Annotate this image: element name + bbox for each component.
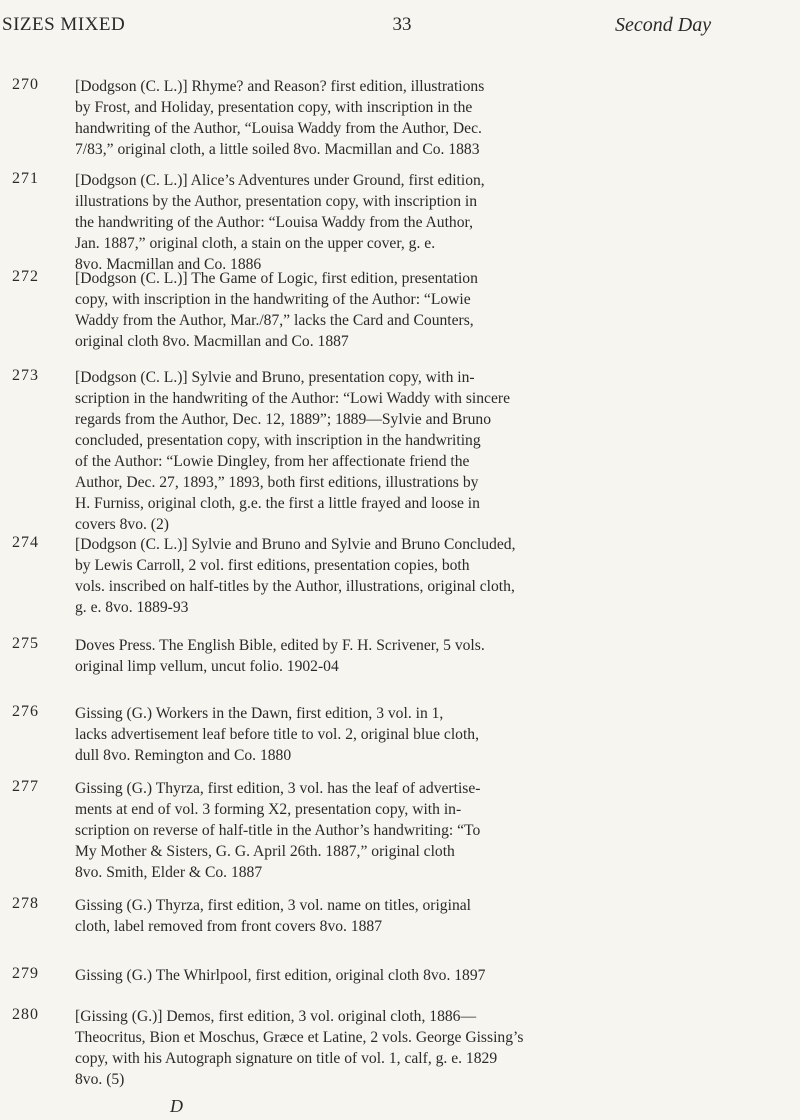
lot-description: Gissing (G.) Workers in the Dawn, first edition, 3 vol. in 1, lacks advertisement leaf before title to vol. 2, original blue cloth, dull 8vo. Remington and Co. 1880 [75, 705, 480, 764]
lot-number: 277 [12, 778, 39, 795]
lot-description: [Dodgson (C. L.)] The Game of Logic, first edition, presentation copy, with inscription in the handwriting of the Author: “Lowie Waddy from the Author, Mar./87,” lacks the Card and Counters, original cloth 8vo. Macmillan and Co. 1887 [75, 270, 478, 350]
header-day-label: Second Day [615, 14, 712, 36]
lot-number: 270 [12, 76, 39, 93]
lot-number: 280 [12, 1006, 39, 1023]
lot-number: 271 [12, 170, 39, 187]
lot-number: 275 [12, 635, 39, 652]
lot-number: 279 [12, 965, 39, 982]
lot-description: Doves Press. The English Bible, edited by F. H. Scrivener, 5 vols. original limp vellum, uncut folio. 1902-04 [75, 637, 485, 675]
lot-number: 273 [12, 367, 39, 384]
lot-description: Gissing (G.) Thyrza, first edition, 3 vol. name on titles, original cloth, label removed from front covers 8vo. 1887 [75, 897, 471, 935]
lot-description: Gissing (G.) The Whirlpool, first edition, original cloth 8vo. 1897 [75, 967, 486, 984]
page-number: 33 [392, 14, 412, 35]
lot-number: 276 [12, 703, 39, 720]
lot-description: [Dodgson (C. L.)] Sylvie and Bruno, presentation copy, with in- scription in the handwriting of the Author: “Lowi Waddy with sincere regards from the Author, Dec. 12, 1889”; 1889—Sylvie and Bruno concluded, presentation copy, with inscription in the handwriting of the Author: “Lowie Dingley, from her affectionate friend the Author, Dec. 27, 1893,” 1893, both first editions, illustrations by H. Furniss, original cloth, g.e. the first a little frayed and loose in covers 8vo. (2) [75, 369, 510, 533]
page-header [0, 14, 800, 38]
lot-description: [Dodgson (C. L.)] Alice’s Adventures under Ground, first edition, illustrations by the Author, presentation copy, with inscription in the handwriting of the Author: “Louisa Waddy from the Author, Jan. 1887,” original cloth, a stain on the upper cover, g. e. 8vo. Macmillan and Co. 1886 [75, 172, 485, 273]
lot-description: Gissing (G.) Thyrza, first edition, 3 vol. has the leaf of advertise- ments at end of vol. 3 forming X2, presentation copy, with in- scription on reverse of half-title in the Author’s handwriting: “To My Mother & Sisters, G. G. April 26th. 1887,” original cloth 8vo. Smith, Elder & Co. 1887 [75, 780, 481, 881]
lot-description: [Dodgson (C. L.)] Rhyme? and Reason? first edition, illustrations by Frost, and Holiday, presentation copy, with inscription in the handwriting of the Author, “Louisa Waddy from the Author, Dec. 7/83,” original cloth, a little soiled 8vo. Macmillan and Co. 1883 [75, 78, 485, 158]
lot-description: [Dodgson (C. L.)] Sylvie and Bruno and Sylvie and Bruno Concluded, by Lewis Carroll, 2 vol. first editions, presentation copies, both vols. inscribed on half-titles by the Author, illustrations, original cloth, g. e. 8vo. 1889-93 [75, 536, 516, 616]
lot-description: [Gissing (G.)] Demos, first edition, 3 vol. original cloth, 1886— Theocritus, Bion et Moschus, Græce et Latine, 2 vols. George Gissing’s copy, with his Autograph signature on title of vol. 1, calf, g. e. 1829 8vo. (5) [75, 1008, 524, 1088]
signature-mark: D [170, 1096, 183, 1116]
lot-number: 274 [12, 534, 39, 551]
lot-number: 272 [12, 268, 39, 285]
lot-number: 278 [12, 895, 39, 912]
header-section-label: SIZES MIXED [2, 14, 126, 35]
